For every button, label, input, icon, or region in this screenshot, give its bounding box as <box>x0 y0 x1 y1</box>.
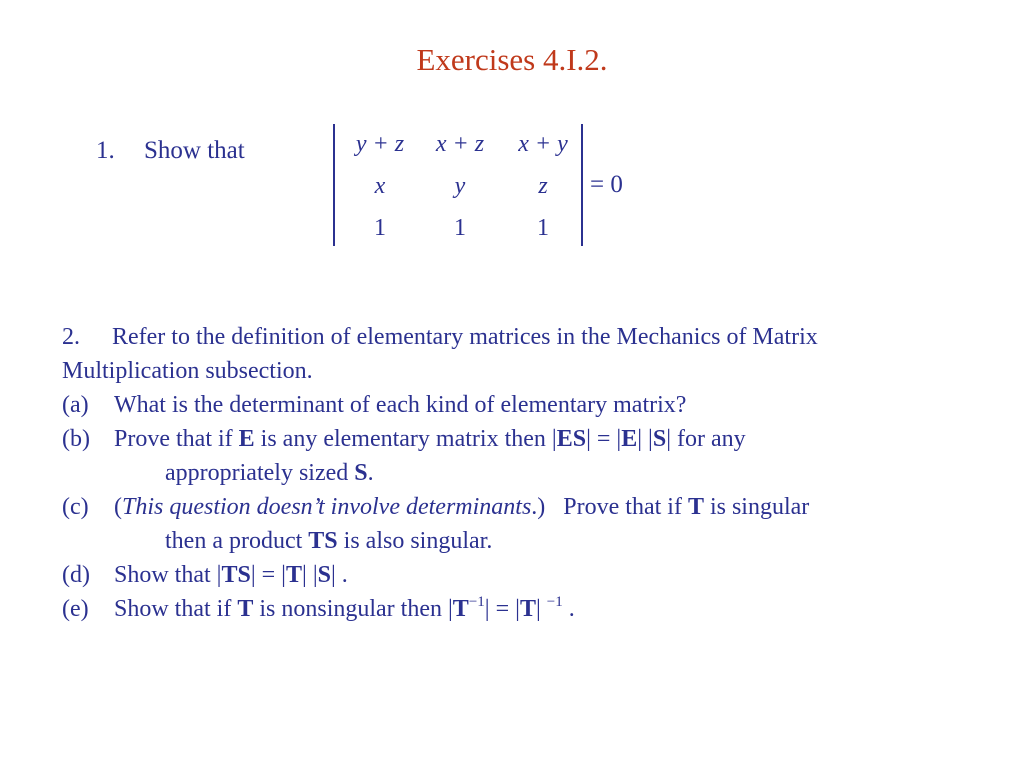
part-c-text-1: Prove that if <box>545 494 688 520</box>
matrix-cell-r3c3: 1 <box>537 215 549 241</box>
part-e-T1: T <box>237 596 254 622</box>
determinant-matrix <box>333 124 583 246</box>
matrix-cell-r3c2: 1 <box>454 215 466 241</box>
part-c-paren-close: .) <box>531 494 546 520</box>
matrix-cell-r2c1: x <box>374 173 386 199</box>
part-e-text-3: | = | <box>484 596 520 622</box>
exercise-2-number: 2. <box>62 324 80 350</box>
matrix-cell-r2c2: y <box>454 173 466 199</box>
part-e-text-1: Show that if <box>114 596 238 622</box>
part-c-paren-open: ( <box>114 494 122 520</box>
part-d-T: T <box>286 562 303 588</box>
exercise-2-intro-line-2: Multiplication subsection. <box>62 358 313 384</box>
part-d-TS: TS <box>221 562 251 588</box>
part-a <box>62 388 962 422</box>
part-d-text-3: | | <box>302 562 318 588</box>
part-e-text-4: | <box>535 596 547 622</box>
part-b-text-4: | | <box>637 426 653 452</box>
part-b-text-3: | = | <box>586 426 622 452</box>
exercise-2 <box>62 320 962 626</box>
part-b-S2: S <box>354 460 368 486</box>
part-d-label: (d) <box>62 562 90 588</box>
part-c-italic-note: This question doesn’t involve determinants <box>122 494 532 520</box>
part-e-label: (e) <box>62 596 89 622</box>
matrix-cell-r1c3: x + y <box>518 131 568 157</box>
matrix-cell-r2c3: z <box>538 173 548 199</box>
part-e-inverse-sup-1: −1 <box>468 594 485 610</box>
part-c-label: (c) <box>62 494 89 520</box>
part-c <box>62 490 962 524</box>
equals-zero: = 0 <box>590 171 623 198</box>
part-a-text: What is the determinant of each kind of elementary matrix? <box>114 392 687 418</box>
part-d-text-4: | . <box>330 562 348 588</box>
part-e-text-2: is nonsingular then | <box>253 596 453 622</box>
part-b-text-5: | for any <box>666 426 746 452</box>
part-c-cont-text: then a product <box>165 528 309 554</box>
part-c-T: T <box>687 494 704 520</box>
part-e-T2: T <box>452 596 469 622</box>
matrix-cell-r1c2: x + z <box>435 131 485 157</box>
part-b-ES: ES <box>556 426 587 452</box>
part-b <box>62 422 962 456</box>
part-d-text-1: Show that | <box>114 562 222 588</box>
part-b-continuation <box>62 456 962 490</box>
part-e-T3: T <box>519 596 536 622</box>
part-b-cont-text: appropriately sized <box>165 460 355 486</box>
part-b-text-1: Prove that if <box>114 426 239 452</box>
part-c-text-2: is singular <box>703 494 810 520</box>
page-title: Exercises 4.I.2. <box>416 42 608 77</box>
exercise-2-intro-line-1 <box>62 320 962 354</box>
matrix-cell-r1c1: y + z <box>355 131 405 157</box>
part-d-text-2: | = | <box>250 562 286 588</box>
exercise-1-label: Show that <box>144 137 245 164</box>
part-e <box>62 592 962 626</box>
part-b-label: (b) <box>62 426 90 452</box>
exercise-1-prompt <box>96 135 245 167</box>
part-d <box>62 558 962 592</box>
part-c-continuation <box>62 524 962 558</box>
part-e-text-5: . <box>562 596 575 622</box>
part-c-TS: TS <box>308 528 338 554</box>
part-b-S: S <box>652 426 667 452</box>
part-e-inverse-sup-2: −1 <box>546 594 563 610</box>
part-d-S: S <box>317 562 331 588</box>
part-c-cont-end: is also singular. <box>337 528 493 554</box>
part-b-E: E <box>238 426 255 452</box>
part-b-cont-end: . <box>367 460 374 486</box>
matrix-cell-r3c1: 1 <box>374 215 386 241</box>
part-b-text-2: is any elementary matrix then | <box>254 426 557 452</box>
exercise-1-number: 1. <box>96 137 115 164</box>
part-a-label: (a) <box>62 392 89 418</box>
exercise-2-intro-text: Refer to the definition of elementary matrices in the Mechanics of Matrix <box>112 324 818 350</box>
part-b-E2: E <box>621 426 638 452</box>
